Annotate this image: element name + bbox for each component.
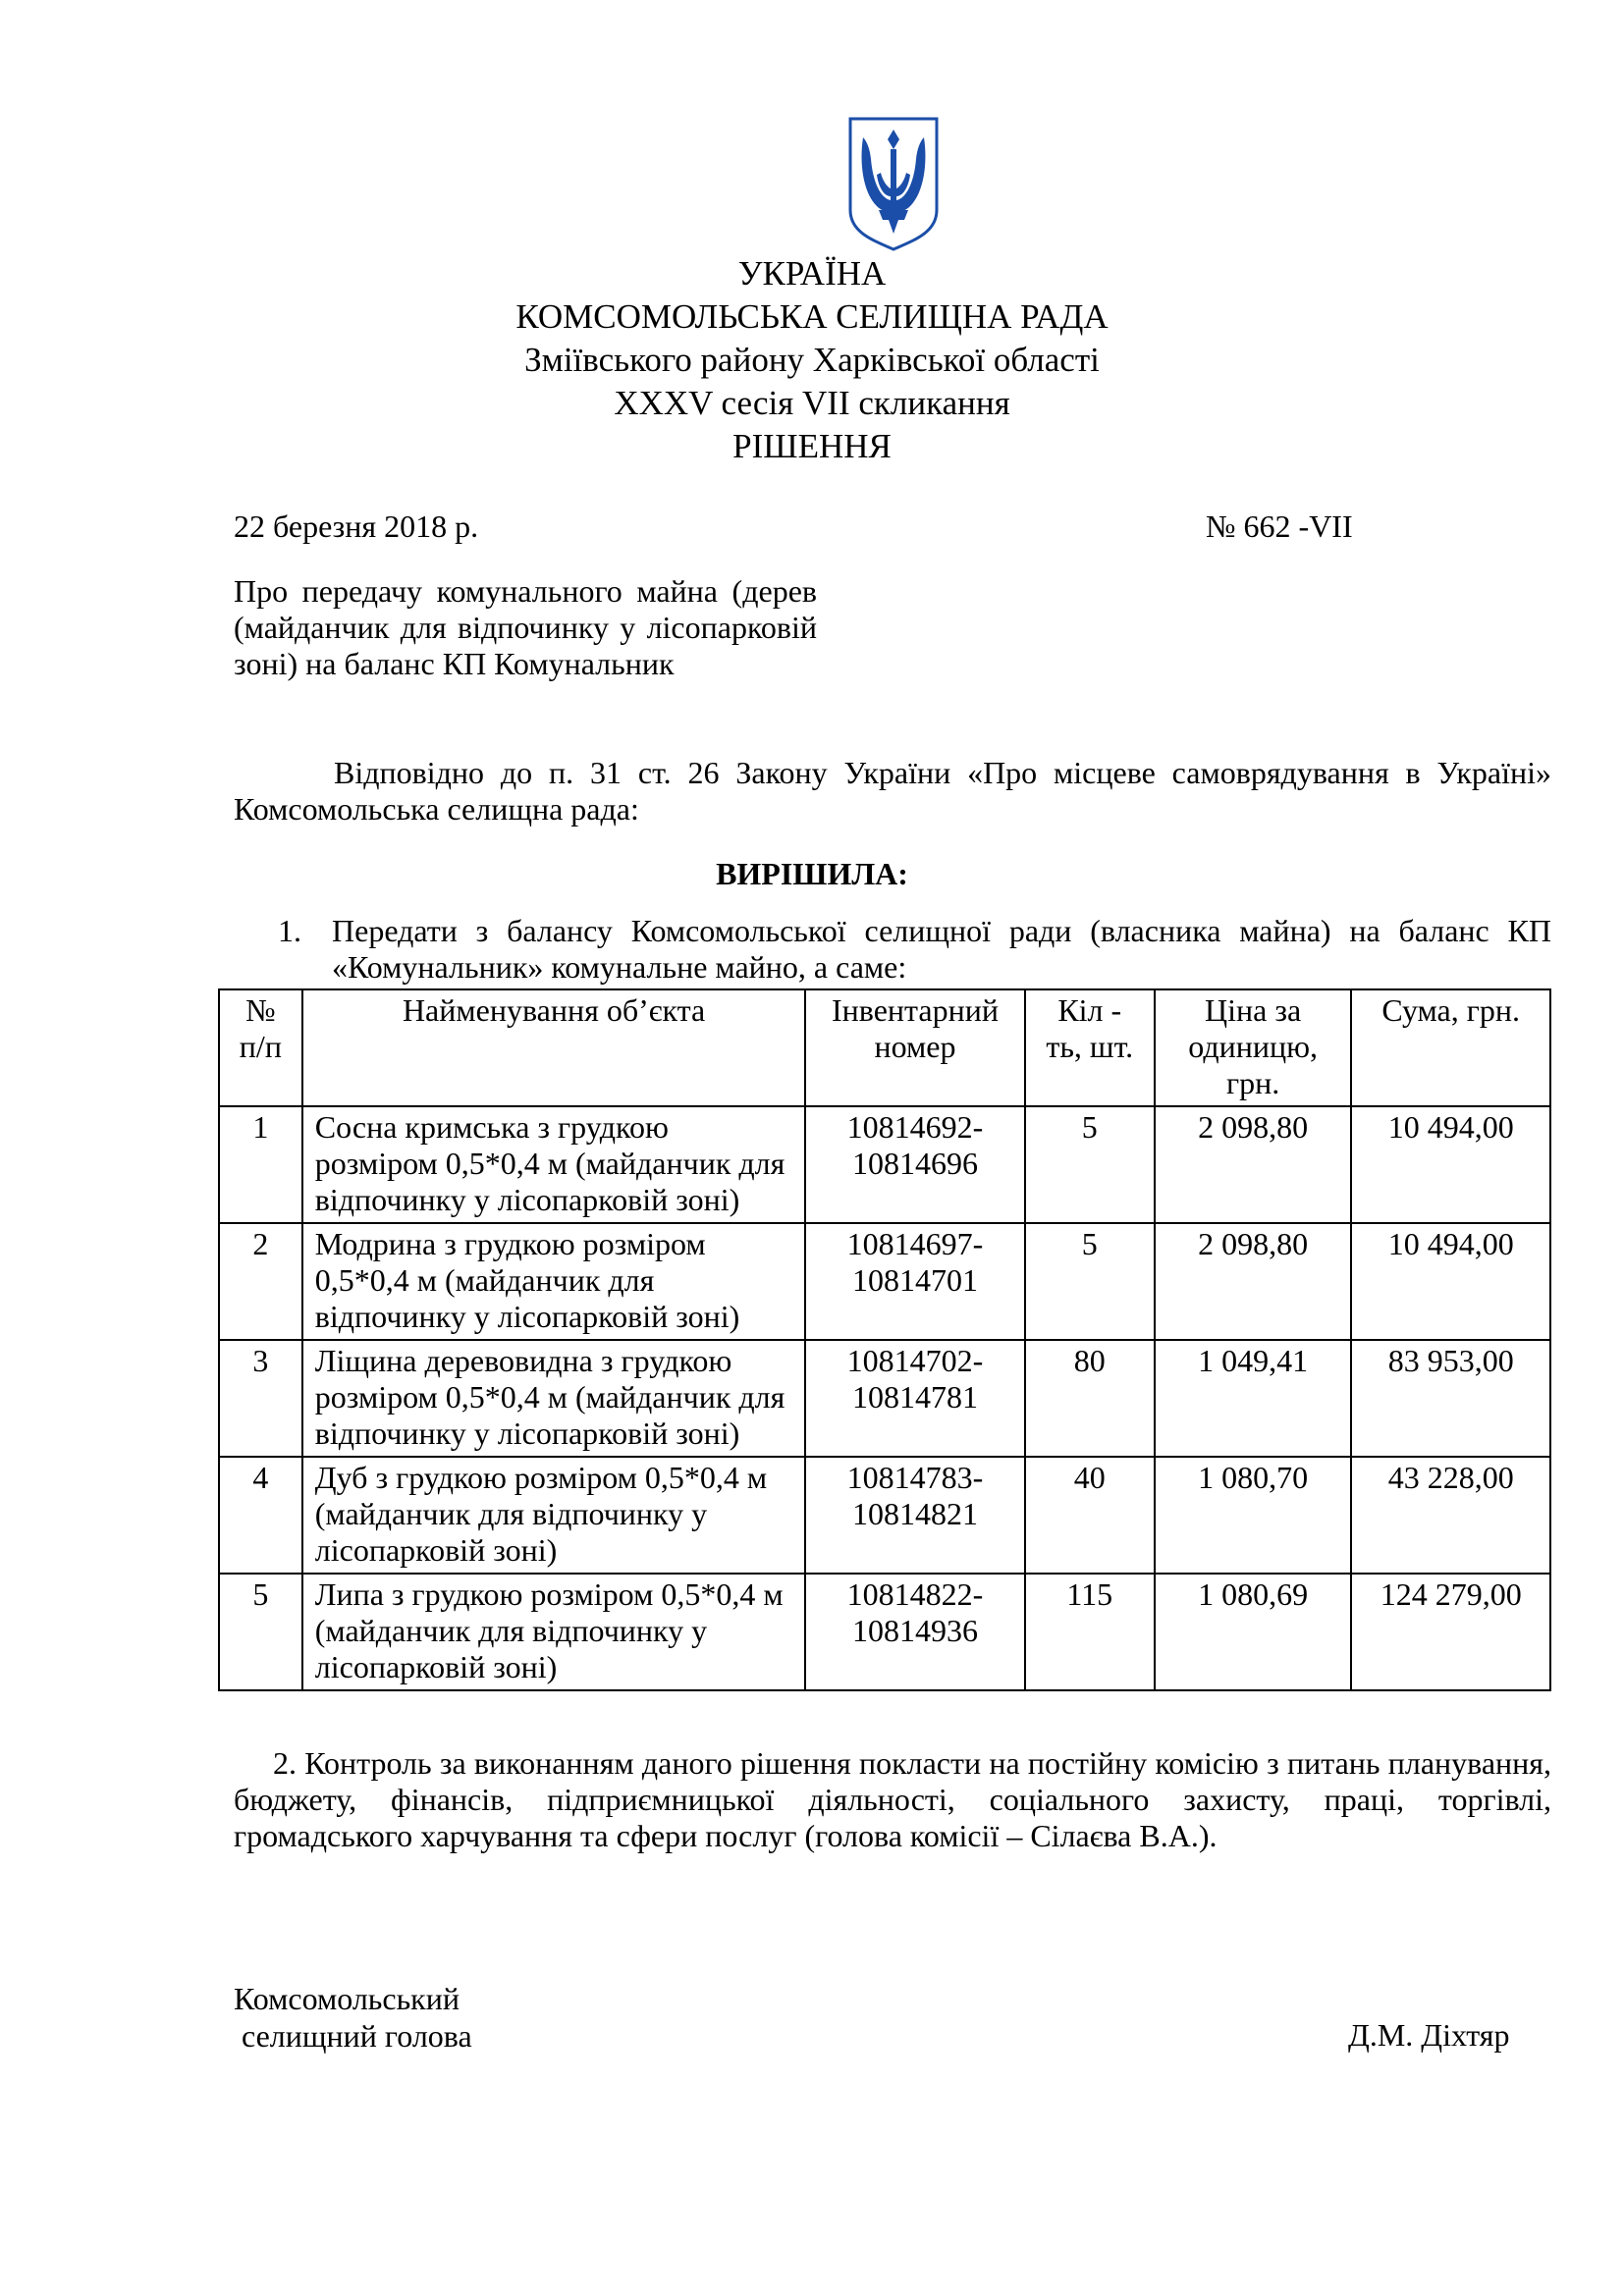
col-header-price: Ціна за одиницю, грн.	[1155, 989, 1352, 1106]
cell-name: Сосна кримська з грудкою розміром 0,5*0,4 м (майданчик для відпочинку у лісопарковій зоні)	[302, 1106, 806, 1223]
cell-name: Липа з грудкою розміром 0,5*0,4 м (майданчик для відпочинку у лісопарковій зоні)	[302, 1574, 806, 1690]
signatory-title-line-2: селищний голова	[242, 2018, 472, 2054]
cell-inventory: 10814692-10814696	[805, 1106, 1024, 1223]
table-header-row	[219, 989, 1550, 1106]
signatory-title-line-1: Комсомольський	[234, 1981, 460, 2016]
assets-table	[218, 988, 1551, 1691]
cell-sum: 10 494,00	[1351, 1106, 1550, 1223]
decision-item-2: 2. Контроль за виконанням даного рішення покласти на постійну комісію з питань планування, бюджету, фінансів, підприємницької діяльності, соціального захисту, праці, торгівлі, громадського харчування та сфери послуг (голова комісії – Сілаєва В.А.).	[234, 1745, 1551, 1853]
decision-item-1	[278, 913, 1551, 986]
cell-name: Модрина з грудкою розміром 0,5*0,4 м (майданчик для відпочинку у лісопарковій зоні)	[302, 1223, 806, 1340]
cell-num: 4	[219, 1457, 302, 1574]
cell-price: 2 098,80	[1155, 1106, 1352, 1223]
table-row	[219, 1457, 1550, 1574]
cell-inventory: 10814702-10814781	[805, 1340, 1024, 1457]
cell-sum: 124 279,00	[1351, 1574, 1550, 1690]
cell-sum: 10 494,00	[1351, 1223, 1550, 1340]
preamble: Відповідно до п. 31 ст. 26 Закону України «Про місцеве самоврядування в Україні» Комсомольська селищна рада:	[234, 755, 1551, 827]
cell-num: 1	[219, 1106, 302, 1223]
item-1-text: Передати з балансу Комсомольської селищної ради (власника майна) на баланс КП «Комунальник» комунальне майно, а саме:	[332, 913, 1551, 985]
cell-qty: 80	[1025, 1340, 1155, 1457]
signatory-name: Д.М. Діхтяр	[1348, 2017, 1510, 2053]
cell-name: Ліщина деревовидна з грудкою розміром 0,5*0,4 м (майданчик для відпочинку у лісопарковій зоні)	[302, 1340, 806, 1457]
item-1-number: 1.	[278, 913, 301, 948]
table-row	[219, 1223, 1550, 1340]
cell-sum: 83 953,00	[1351, 1340, 1550, 1457]
cell-qty: 40	[1025, 1457, 1155, 1574]
col-header-num: № п/п	[219, 989, 302, 1106]
table-row	[219, 1106, 1550, 1223]
col-header-sum: Сума, грн.	[1351, 989, 1550, 1106]
cell-sum: 43 228,00	[1351, 1457, 1550, 1574]
cell-qty: 5	[1025, 1223, 1155, 1340]
decision-date: 22 березня 2018 р.	[234, 508, 479, 544]
cell-price: 1 080,69	[1155, 1574, 1352, 1690]
cell-qty: 5	[1025, 1106, 1155, 1223]
decision-subject: Про передачу комунального майна (дерев (майданчик для відпочинку у лісопарковій зоні) на баланс КП Комунальник	[234, 573, 817, 681]
trident-coat-of-arms-icon	[847, 116, 940, 251]
table-row	[219, 1340, 1550, 1457]
header-district: Зміївського району Харківської області	[524, 341, 1100, 379]
decided-heading: ВИРІШИЛА:	[716, 856, 908, 891]
cell-num: 2	[219, 1223, 302, 1340]
cell-inventory: 10814822-10814936	[805, 1574, 1024, 1690]
cell-name: Дуб з грудкою розміром 0,5*0,4 м (майданчик для відпочинку у лісопарковій зоні)	[302, 1457, 806, 1574]
cell-price: 2 098,80	[1155, 1223, 1352, 1340]
table-row	[219, 1574, 1550, 1690]
col-header-inventory: Інвентарний номер	[805, 989, 1024, 1106]
header-doc-type: РІШЕННЯ	[732, 427, 892, 465]
cell-num: 5	[219, 1574, 302, 1690]
cell-qty: 115	[1025, 1574, 1155, 1690]
cell-num: 3	[219, 1340, 302, 1457]
cell-inventory: 10814697-10814701	[805, 1223, 1024, 1340]
cell-price: 1 080,70	[1155, 1457, 1352, 1574]
cell-price: 1 049,41	[1155, 1340, 1352, 1457]
col-header-qty: Кіл - ть, шт.	[1025, 989, 1155, 1106]
col-header-name: Найменування об’єкта	[302, 989, 806, 1106]
header-session: XXXV сесія VII скликання	[614, 384, 1010, 422]
header-country: УКРАЇНА	[737, 254, 887, 293]
cell-inventory: 10814783-10814821	[805, 1457, 1024, 1574]
decision-number: № 662 -VII	[1206, 508, 1353, 544]
signatory-title	[234, 1980, 472, 2055]
header-council: КОМСОМОЛЬСЬКА СЕЛИЩНА РАДА	[515, 297, 1109, 336]
